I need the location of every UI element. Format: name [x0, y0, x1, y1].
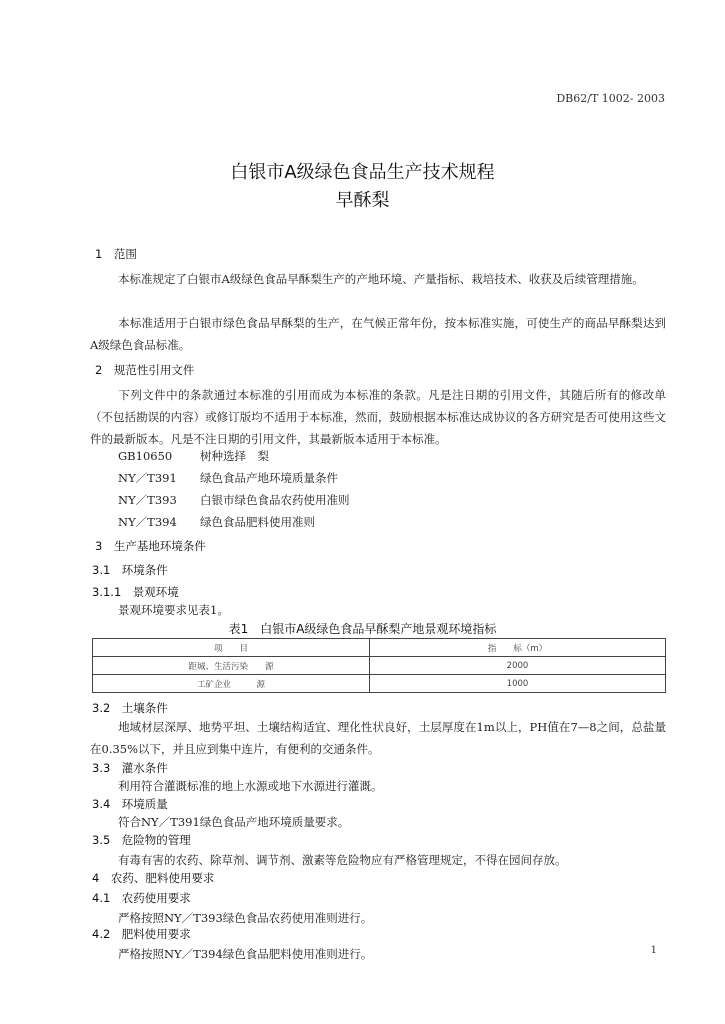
subsection-heading: 3.4 环境质量 — [92, 797, 168, 811]
paragraph: 本标准适用于白银市绿色食品早酥梨的生产，在气候正常年份，按本标准实施，可使生产的商品早酥梨达到A级绿色食品标准。 — [90, 316, 666, 352]
paragraph: 符合NY／T391绿色食品产地环境质量要求。 — [118, 815, 350, 829]
section-heading-3: 3 生产基地环境条件 — [95, 539, 206, 553]
table-row — [93, 675, 666, 693]
subsection-heading: 4.2 肥料使用要求 — [92, 927, 191, 941]
reference-item: NY／T393 白银市绿色食品农药使用准则 — [118, 493, 350, 507]
table-header-row — [93, 639, 666, 657]
table-header-cell: 指 标（m） — [370, 639, 666, 657]
paragraph: 景观环境要求见表1。 — [118, 603, 229, 617]
paragraph: 下列文件中的条款通过本标准的引用而成为本标准的条款。凡是注日期的引用文件，其随后所有的修改单（不包括勘误的内容）或修订版均不适用于本标准，然而，鼓励根据本标准达成协议的各方研究是否可使用这些文件的最新版本。凡是不注日期的引用文件，其最新版本适用于本标准。 — [90, 388, 666, 446]
standard-code: DB62/T 1002- 2003 — [556, 92, 665, 105]
reference-item: GB10650 树种选择 梨 — [118, 449, 269, 463]
section-heading-4: 4 农药、肥料使用要求 — [92, 871, 215, 885]
table-cell: 2000 — [370, 657, 666, 675]
subsection-heading: 3.1.1 景观环境 — [92, 585, 179, 599]
subsection-heading: 3.5 危险物的管理 — [92, 833, 191, 847]
paragraph: 严格按照NY／T394绿色食品肥料使用准则进行。 — [118, 947, 373, 961]
subsection-heading: 4.1 农药使用要求 — [92, 891, 191, 905]
environment-table — [92, 638, 666, 693]
paragraph: 严格按照NY／T393绿色食品农药使用准则进行。 — [118, 911, 373, 925]
table-cell: 1000 — [370, 675, 666, 693]
paragraph: 本标准规定了白银市A级绿色食品早酥梨生产的产地环境、产量指标、栽培技术、收获及后续管理措施。 — [118, 272, 644, 286]
paragraph: 有毒有害的农药、除草剂、调节剂、激素等危险物应有严格管理规定，不得在园间存放。 — [118, 853, 567, 867]
section-heading-2: 2 规范性引用文件 — [95, 363, 195, 377]
reference-item: NY／T391 绿色食品产地环境质量条件 — [118, 471, 338, 485]
document-subtitle: 早酥梨 — [335, 190, 390, 211]
table-caption: 表1 白银市A级绿色食品早酥梨产地景观环境指标 — [228, 622, 497, 636]
subsection-heading: 3.1 环境条件 — [92, 563, 168, 577]
table-cell: 工矿企业 源 — [93, 675, 370, 693]
table-cell: 距城、生活污染 源 — [93, 657, 370, 675]
reference-item: NY／T394 绿色食品肥料使用准则 — [118, 515, 315, 529]
document-title: 白银市A级绿色食品生产技术规程 — [230, 162, 495, 183]
table-header-cell: 项 目 — [93, 639, 370, 657]
table-row — [93, 657, 666, 675]
subsection-heading: 3.3 灌水条件 — [92, 761, 168, 775]
subsection-heading: 3.2 土壤条件 — [92, 701, 168, 715]
paragraph: 利用符合灌溉标准的地上水源或地下水源进行灌溉。 — [118, 779, 383, 793]
section-heading-1: 1 范围 — [95, 247, 137, 261]
paragraph: 地域材层深厚、地势平坦、土壤结构适宜、理化性状良好，土层厚度在1m以上，PH值在7—8之间，总盐量在0.35%以下，并且应到集中连片，有便利的交通条件。 — [90, 720, 666, 756]
page-number: 1 — [650, 945, 657, 956]
